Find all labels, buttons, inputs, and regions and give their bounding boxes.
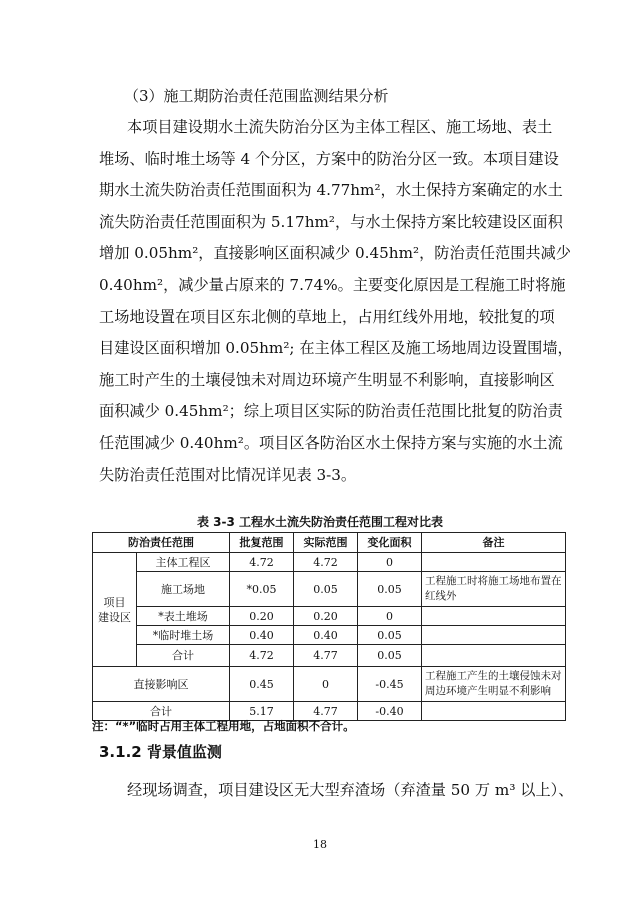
row-name: 合计 <box>93 702 230 721</box>
header-scope: 防治责任范围 <box>93 533 230 553</box>
row-name: *临时堆土场 <box>137 626 230 645</box>
cell-approved: 5.17 <box>230 702 294 721</box>
group-label-line: 项目 <box>103 595 126 609</box>
cell-actual: 0 <box>294 667 358 702</box>
paragraph-line: 失防治责任范围对比情况详见表 3-3。 <box>99 465 357 484</box>
cell-approved: 4.72 <box>230 553 294 572</box>
row-name: *表土堆场 <box>137 607 230 626</box>
cell-remark <box>422 553 566 572</box>
paragraph-line: 目建设区面积增加 0.05hm²; 在主体工程区及施工场地周边设置围墙， <box>99 339 573 358</box>
table-row <box>93 607 566 626</box>
cell-change: 0 <box>358 553 422 572</box>
header-approved: 批复范围 <box>230 533 294 553</box>
cell-approved: 0.20 <box>230 607 294 626</box>
table-row <box>93 667 566 702</box>
cell-remark <box>422 626 566 645</box>
table-note: 注：“*”临时占用主体工程用地，占地面积不合计。 <box>92 719 355 733</box>
cell-approved: 0.45 <box>230 667 294 702</box>
group-label-line: 建设区 <box>98 610 131 624</box>
cell-remark <box>422 645 566 667</box>
paragraph-line: 施工时产生的土壤侵蚀未对周边环境产生明显不利影响，直接影响区 <box>99 370 555 389</box>
paragraph-line: 0.40hm²，减少量占原来的 7.74%。主要变化原因是工程施工时将施 <box>99 275 566 294</box>
cell-change: 0.05 <box>358 626 422 645</box>
table-row <box>93 572 566 607</box>
row-name: 直接影响区 <box>93 667 230 702</box>
table-row <box>93 645 566 667</box>
subsection-heading: （3）施工期防治责任范围监测结果分析 <box>124 87 389 105</box>
paragraph-line: 面积减少 0.45hm²；综上项目区实际的防治责任范围比批复的防治责 <box>99 402 563 421</box>
cell-approved: *0.05 <box>230 572 294 607</box>
table-row <box>93 626 566 645</box>
cell-remark <box>422 607 566 626</box>
cell-change: 0.05 <box>358 572 422 607</box>
cell-remark: 工程施工时将施工场地布置在红线外 <box>422 572 566 607</box>
group-label-construction-area <box>93 553 137 667</box>
paragraph-line: 工场地设置在项目区东北侧的草地上，占用红线外用地，较批复的项 <box>99 307 555 326</box>
cell-actual: 4.72 <box>294 553 358 572</box>
analysis-paragraph <box>99 112 573 491</box>
paragraph-line: 本项目建设期水土流失防治分区为主体工程区、施工场地、表土 <box>127 118 553 136</box>
table-row <box>93 553 566 572</box>
table-caption: 表 3-3 工程水土流失防治责任范围工程对比表 <box>196 515 444 529</box>
paragraph-line: 堆场、临时堆土场等 4 个分区，方案中的防治分区一致。本项目建设 <box>99 149 559 168</box>
header-actual: 实际范围 <box>294 533 358 553</box>
paragraph-line: 流失防治责任范围面积为 5.17hm²，与水土保持方案比较建设区面积 <box>99 212 563 231</box>
section-heading: 3.1.2 背景值监测 <box>99 743 222 761</box>
row-name: 施工场地 <box>137 572 230 607</box>
cell-change: 0 <box>358 607 422 626</box>
row-name: 主体工程区 <box>137 553 230 572</box>
cell-actual: 4.77 <box>294 702 358 721</box>
row-name: 合计 <box>137 645 230 667</box>
cell-approved: 0.40 <box>230 626 294 645</box>
cell-change: -0.40 <box>358 702 422 721</box>
cell-remark <box>422 702 566 721</box>
table-header-row <box>93 533 566 553</box>
cell-actual: 0.40 <box>294 626 358 645</box>
header-remark: 备注 <box>422 533 566 553</box>
page-number: 18 <box>313 838 327 851</box>
paragraph-line: 任范围减少 0.40hm²。项目区各防治区水土保持方案与实施的水土流 <box>99 433 563 452</box>
cell-change: -0.45 <box>358 667 422 702</box>
body-text-line: 经现场调查，项目建设区无大型弃渣场（弃渣量 50 万 m³ 以上）、 <box>127 781 574 799</box>
cell-change: 0.05 <box>358 645 422 667</box>
cell-remark: 工程施工产生的土壤侵蚀未对周边环境产生明显不利影响 <box>422 667 566 702</box>
comparison-table <box>92 532 566 721</box>
cell-approved: 4.72 <box>230 645 294 667</box>
cell-actual: 0.20 <box>294 607 358 626</box>
cell-actual: 0.05 <box>294 572 358 607</box>
paragraph-line: 期水土流失防治责任范围面积为 4.77hm²，水土保持方案确定的水土 <box>99 181 563 200</box>
paragraph-line: 增加 0.05hm²，直接影响区面积减少 0.45hm²，防治责任范围共减少 <box>99 244 571 263</box>
header-change: 变化面积 <box>358 533 422 553</box>
cell-actual: 4.77 <box>294 645 358 667</box>
